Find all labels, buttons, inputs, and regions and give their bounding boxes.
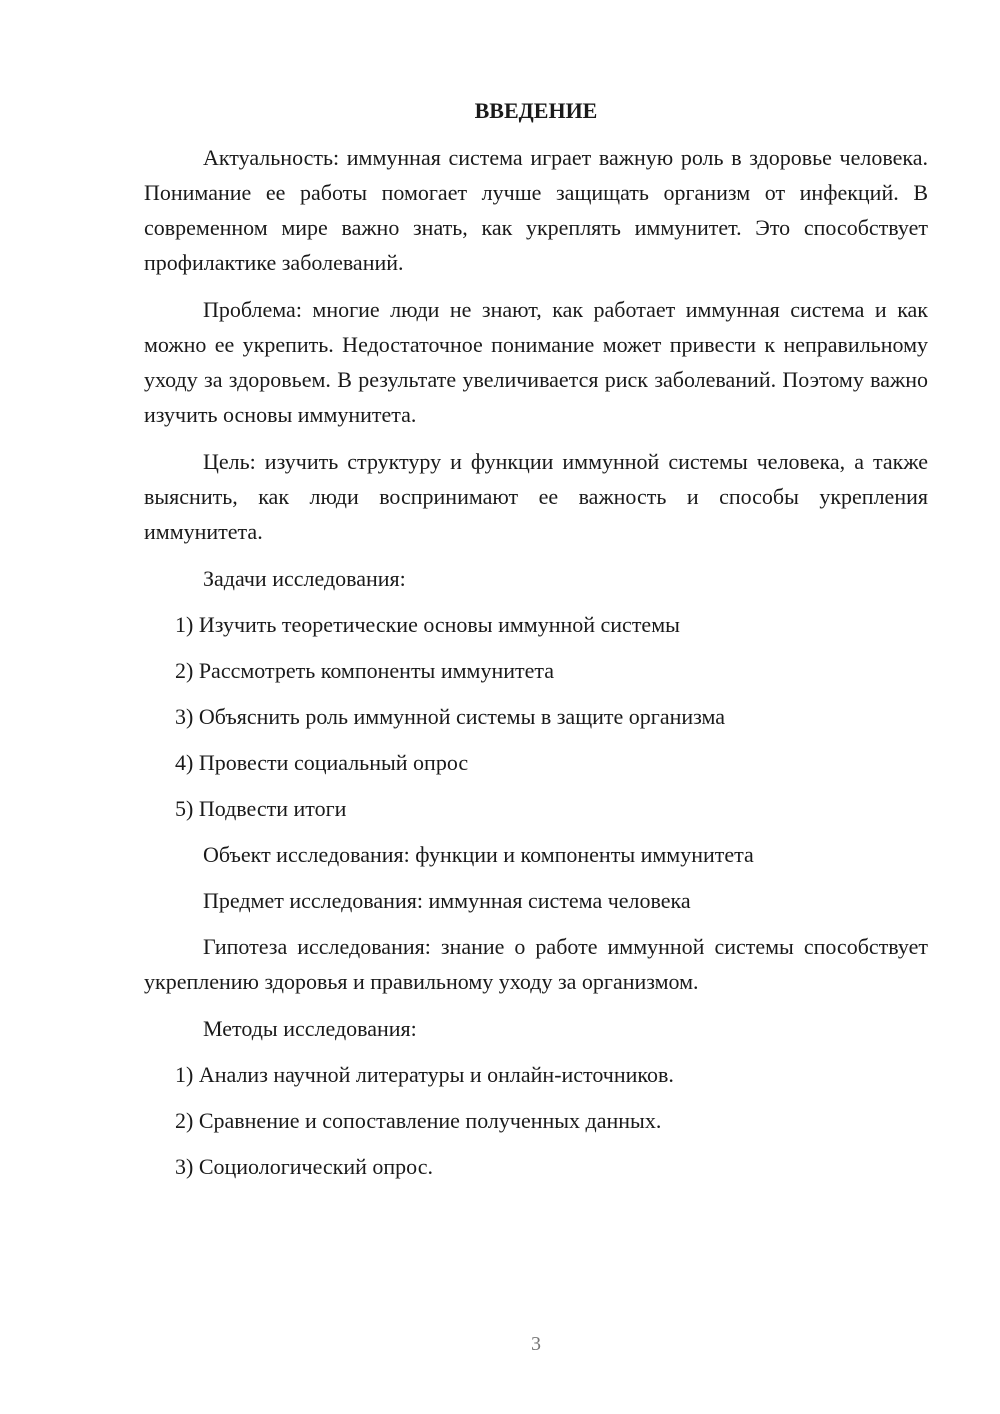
section-title: ВВЕДЕНИЕ xyxy=(474,98,598,123)
task-item: 1) Изучить теоретические основы иммунной системы xyxy=(175,612,680,637)
research-object: Объект исследования: функции и компоненты иммунитета xyxy=(203,842,754,867)
task-item: 2) Рассмотреть компоненты иммунитета xyxy=(175,658,555,683)
task-item: 5) Подвести итоги xyxy=(175,796,347,821)
method-item: 2) Сравнение и сопоставление полученных данных. xyxy=(175,1108,662,1133)
document-body xyxy=(144,96,928,1195)
tasks-list xyxy=(144,607,928,826)
page-number: 3 xyxy=(531,1333,541,1355)
method-item: 3) Социологический опрос. xyxy=(175,1154,433,1179)
hypothesis-paragraph: Гипотеза исследования: знание о работе иммунной системы способствует укреплению здоровья и правильному уходу за организмом. xyxy=(144,934,928,994)
task-item: 3) Объяснить роль иммунной системы в защите организма xyxy=(175,704,726,729)
methods-heading: Методы исследования: xyxy=(203,1016,417,1041)
goal-paragraph: Цель: изучить структуру и функции иммунной системы человека, а также выяснить, как люди воспринимают ее важность и способы укрепления иммунитета. xyxy=(144,449,928,544)
methods-list xyxy=(144,1057,928,1184)
task-item: 4) Провести социальный опрос xyxy=(175,750,469,775)
research-subject: Предмет исследования: иммунная система человека xyxy=(203,888,691,913)
relevance-paragraph: Актуальность: иммунная система играет важную роль в здоровье человека. Понимание ее работы помогает лучше защищать организм от инфекций. В современном мире важно знать, как укреплять иммунитет. Это способствует профилактике заболеваний. xyxy=(144,145,928,275)
problem-paragraph: Проблема: многие люди не знают, как работает иммунная система и как можно ее укрепить. Недостаточное понимание может привести к неправильному уходу за здоровьем. В результате увеличивается риск заболеваний. Поэтому важно изучить основы иммунитета. xyxy=(144,297,928,427)
method-item: 1) Анализ научной литературы и онлайн-источников. xyxy=(175,1062,674,1087)
tasks-heading: Задачи исследования: xyxy=(203,566,406,591)
